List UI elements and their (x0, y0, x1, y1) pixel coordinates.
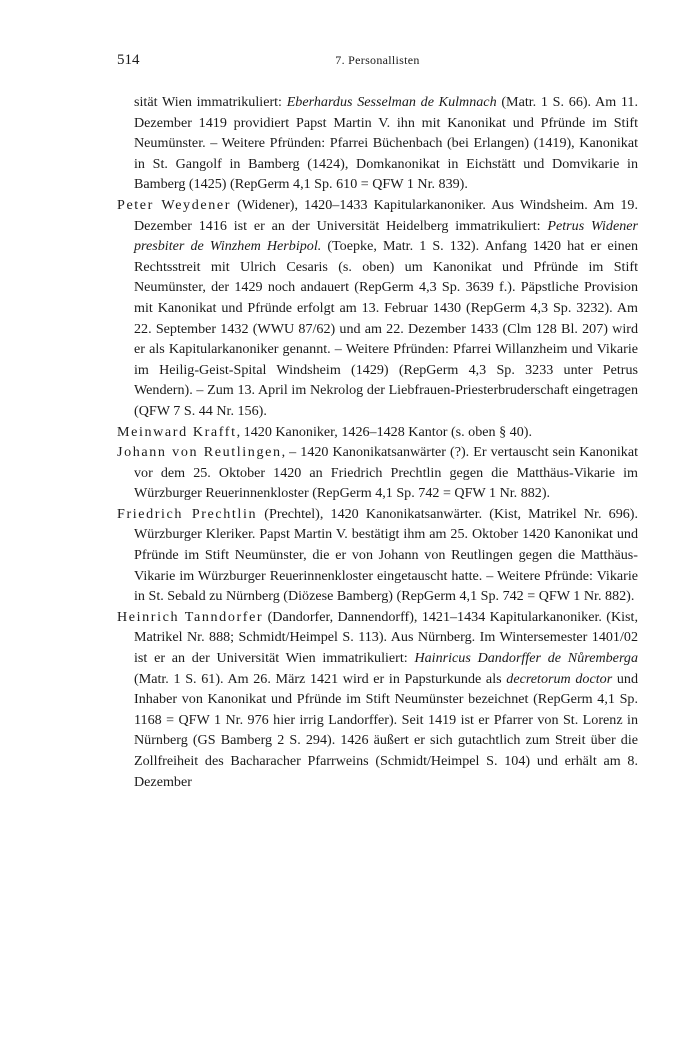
entry-text: (Prechtel), 1420 Kanonikatsanwärter. (Kist, Matrikel Nr. 696). Würzburger Kleriker. Papst Martin V. bestätigt ihm am 25. Oktober 1420 Kanonikat und Pfründe im Stift Neumünster, die er von Johann von Reutlingen gegen die Matthäus-Vikarie im Würzburger Reuerinnenkloster eingetauscht hatte. – Weitere Pfründe: Vikarie in St. Sebald zu Nürnberg (Diözese Bamberg) (RepGerm 4,1 Sp. 742 = QFW 1 Nr. 882). (134, 505, 639, 605)
entry-text: (Matr. 1 S. 66). Am 11. Dezember 1419 providiert Papst Martin V. ihn mit Kanonikat und Pfründe im Stift Neumünster. – Weitere Pfründen: Pfarrei Büchenbach (bei Erlangen) (1419), Kanonikat in St. Gangolf in Bamberg (1424), Domkanonikat in Eichstätt und Domvikarie in Bamberg (1425) (RepGerm 4,1 Sp. 610 = QFW 1 Nr. 839). (134, 94, 638, 193)
person-entry (117, 195, 638, 422)
person-name: Meinward Krafft (117, 423, 237, 440)
entry-text: sität Wien immatrikuliert: (134, 94, 287, 110)
person-name: Peter Weydener (117, 196, 231, 213)
entry-text: (Toepke, Matr. 1 S. 132). Anfang 1420 hat er einen Rechtsstreit mit Ulrich Cesaris (s. oben) um Kanonikat und Pfründe im Stift Neumünster, der 1429 noch andauert (RepGerm 4,3 Sp. 3639 f.). Päpstliche Provision mit Kanonikat und Pfründe erfolgt am 13. Februar 1430 (RepGerm 4,3 Sp. 3232). Am 22. September 1432 (WWU 87/62) und am 22. Dezember 1433 (Clm 128 Bl. 207) wird er als Kapitularkanoniker genannt. – Weitere Pfründen: Pfarrei Willanzheim und Vikarie im Heilig-Geist-Spital Windsheim (1429) (RepGerm 4,3 Sp. 3233 unter Petrus Wendern). – Zum 13. April im Nekrolog der Liebfrauen-Priesterbruderschaft eingetragen (QFW 7 S. 44 Nr. 156). (134, 238, 638, 419)
latin-quote: Hainricus Dandorffer de Nůremberga (414, 650, 638, 667)
person-entry (117, 504, 638, 607)
entry-text: (Matr. 1 S. 61). Am 26. März 1421 wird er in Papsturkunde als (134, 670, 507, 687)
latin-quote: decretorum doctor (506, 670, 613, 687)
continued-entry (117, 92, 638, 195)
person-name: Friedrich Prechtlin (117, 505, 258, 522)
person-entry (117, 442, 638, 504)
running-head: 7. Personallisten (335, 53, 420, 67)
person-name: Heinrich Tanndorfer (117, 608, 264, 625)
page-body (117, 92, 638, 792)
entry-text: , 1420 Kanoniker, 1426–1428 Kantor (s. oben § 40). (236, 423, 532, 440)
latin-quote: Eberhardus Sesselman de Kulmnach (286, 94, 497, 110)
entry-text: (Dandorfer, Dannendorff), 1421–1434 Kapitularkanoniker. (Kist, Matrikel Nr. 888; Schmidt/Heimpel S. 113). Aus Nürnberg. Im Wintersemester 1401/02 ist er an der Universität Wien immatrikuliert: (134, 608, 638, 667)
person-entry (117, 607, 638, 792)
person-entry (117, 422, 638, 443)
entry-text: , – 1420 Kanonikatsanwärter (?). Er vertauscht sein Kanonikat vor dem 25. Oktober 1420 an Friedrich Prechtlin gegen die Matthäus-Vikarie im Würzburger Reuerinnenkloster (RepGerm 4,1 Sp. 742 = QFW 1 Nr. 882). (134, 444, 638, 502)
page-number: 514 (117, 52, 140, 68)
person-name: Johann von Reutlingen (117, 444, 282, 461)
entry-text: und Inhaber von Kanonikat und Pfründe im Stift Neumünster bezeichnet (RepGerm 4,1 Sp. 1168 = QFW 1 Nr. 976 hier irrig Landorffer). Seit 1419 ist er Pfarrer von St. Lorenz in Nürnberg (GS Bamberg 2 S. 294). 1426 äußert er sich gutachtlich zum Streit über die Zollfreiheit des Bacharacher Pfarrweins (Schmidt/Heimpel S. 104) und erhält am 8. Dezember (134, 670, 638, 790)
latin-quote: Petrus Widener presbiter de Winzhem Herbipol. (134, 217, 638, 255)
page-header (117, 52, 638, 72)
entry-text: (Widener), 1420–1433 Kapitularkanoniker. Aus Windsheim. Am 19. Dezember 1416 ist er an der Universität Heidelberg immatrikuliert: (134, 196, 638, 234)
